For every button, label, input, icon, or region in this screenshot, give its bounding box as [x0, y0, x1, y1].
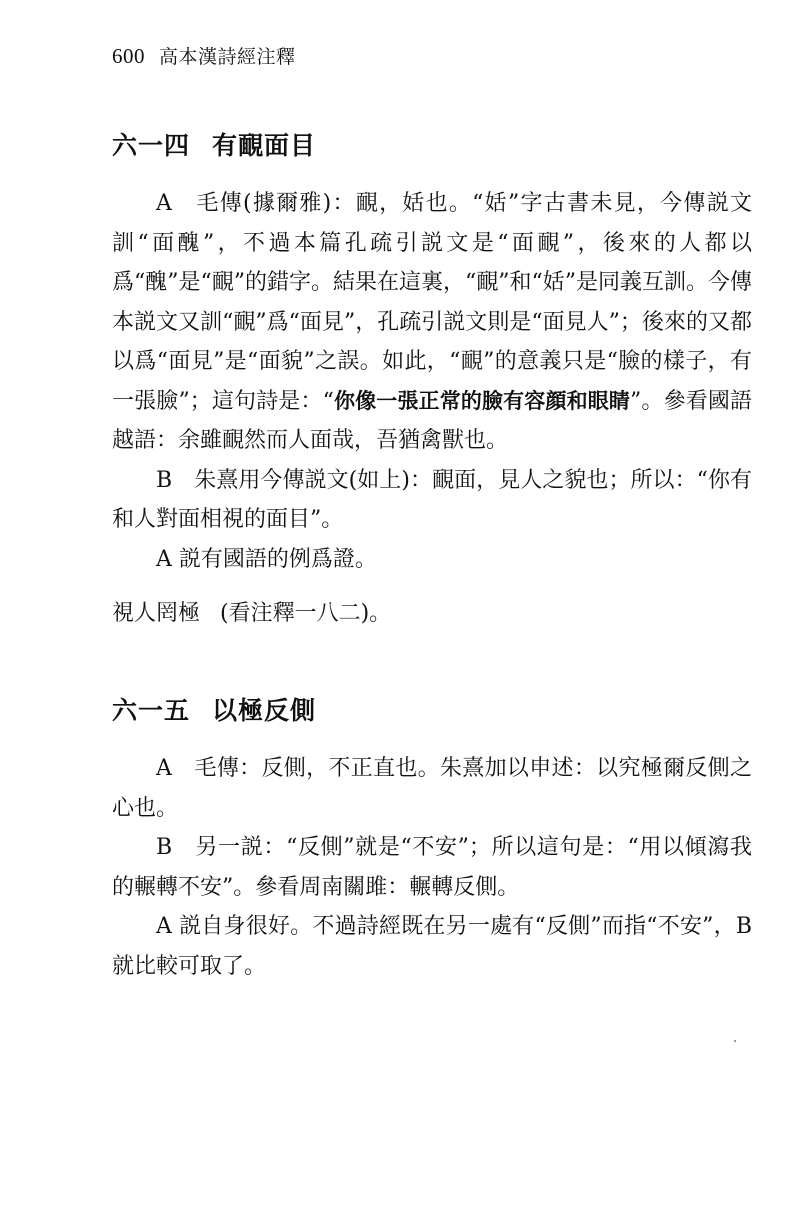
- section-heading: [112, 128, 752, 164]
- cross-reference-note: (看注釋一八二)。: [220, 601, 392, 626]
- section-title: 有靦面目: [212, 131, 317, 160]
- emphasized-translation: 你像一張正常的臉有容顔和眼睛: [333, 388, 631, 413]
- page-number: 600: [112, 44, 145, 68]
- section-title: 以極反側: [212, 696, 317, 725]
- scan-speck: [734, 1040, 736, 1042]
- section-number: 六一五: [112, 696, 191, 725]
- paragraph-b: B 朱熹用今傳説文(如上)：靦面，見人之貌也；所以：“你有和人對面相視的面目”。: [112, 467, 752, 532]
- section-number: 六一四: [112, 131, 191, 160]
- paragraph-b: B 另一説：“反側”就是“不安”；所以這句是：“用以傾瀉我的輾轉不安”。參看周南關雎：輾轉反側。: [112, 835, 752, 900]
- paragraph-text: ”。參看國語越語：余雖靦然而人面哉，吾猶禽獸也。: [112, 388, 753, 453]
- section-614: [112, 128, 752, 579]
- cross-reference-line: [112, 594, 391, 634]
- paragraph-conclusion: A 説有國語的例爲證。: [156, 546, 377, 572]
- paragraph-a: [112, 184, 752, 461]
- book-title: 高本漢詩經注釋: [159, 46, 296, 68]
- paragraph-a: A 毛傳：反側，不正直也。朱熹加以申述：以究極爾反側之心也。: [112, 756, 752, 821]
- cross-reference-phrase: 視人罔極: [112, 601, 201, 626]
- running-header: [112, 42, 296, 69]
- section-heading: [112, 693, 752, 729]
- paragraph-conclusion: A 説自身很好。不過詩經既在另一處有“反側”而指“不安”，B 就比較可取了。: [112, 914, 752, 979]
- paragraph-text: A 毛傳(據爾雅)：靦，姡也。“姡”字古書未見，今傳説文訓“面醜”，不過本篇孔疏引説文是“面靦”，後來的人都以爲“醜”是“靦”的錯字。結果在這裏，“靦”和“姡”是同義互訓。今傳本説文又訓“靦”爲“面見”，孔疏引説文則是“面見人”；後來的又都以爲“面見”是“面貌”之誤。如此，“靦”的意義只是“臉的樣子，有一張臉”；這句詩是：“: [112, 191, 753, 414]
- section-615: [112, 693, 752, 986]
